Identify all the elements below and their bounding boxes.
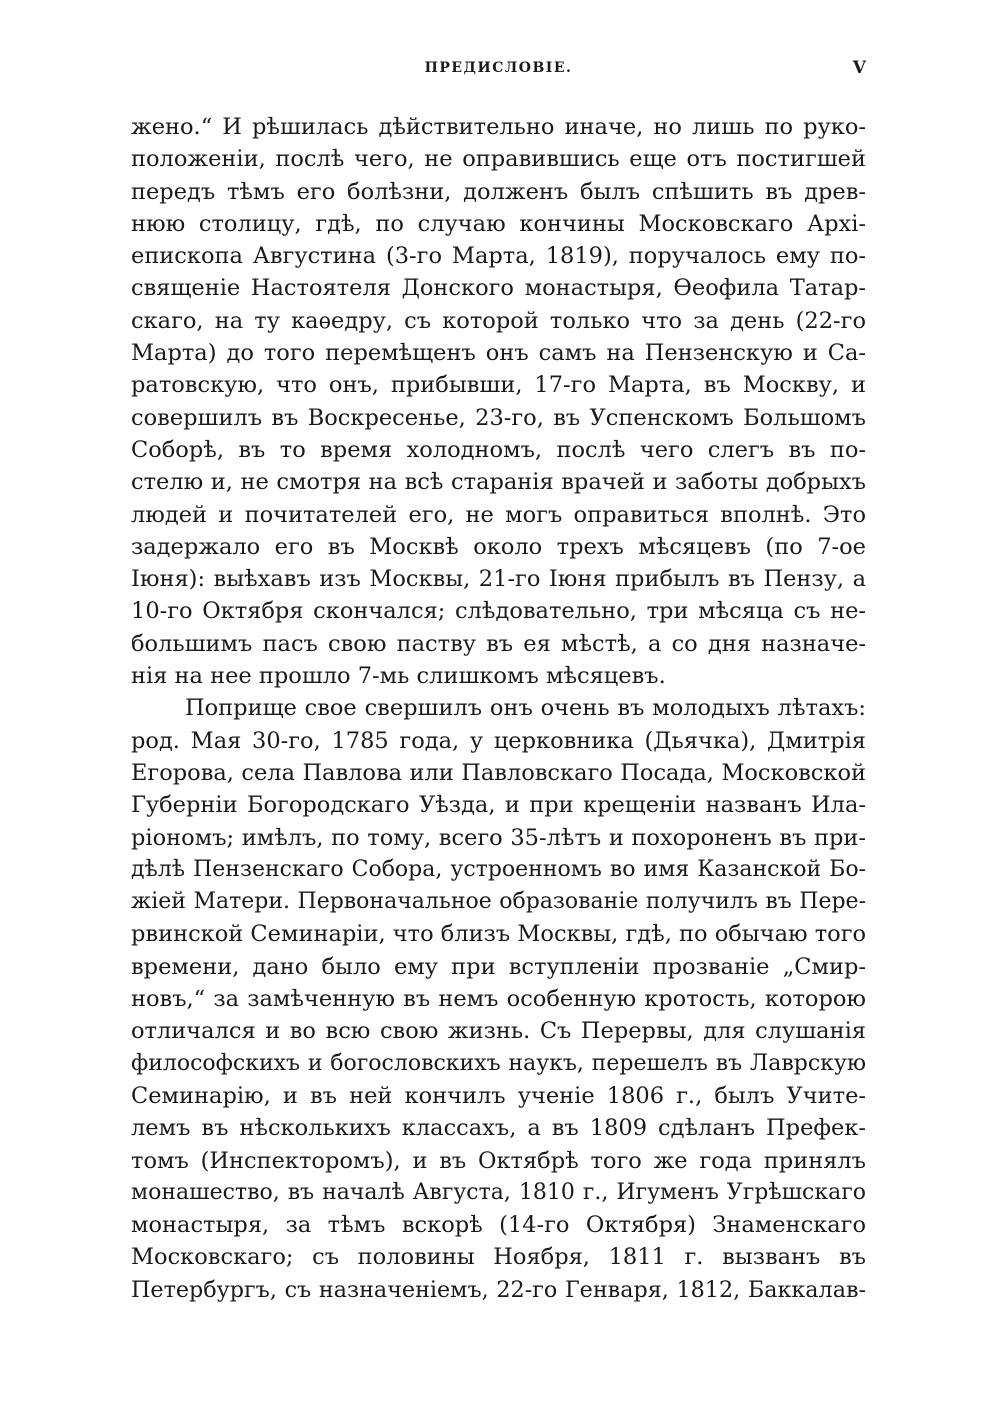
text-line: 10-го Октября скончался; слѣдовательно, три мѣсяца съ не- bbox=[131, 598, 866, 625]
text-line: большимъ пасъ свою паству въ ея мѣстѣ, а со дня назначе- bbox=[131, 630, 866, 657]
paragraph-end-line: нія на нее прошло 7-мь слишкомъ мѣсяцевъ. bbox=[131, 663, 666, 690]
text-line: жено.“ И рѣшилась дѣйствительно иначе, но лишь по руко- bbox=[131, 114, 866, 140]
text-line: скаго, на ту каѳедру, съ которой только что за день (22-го bbox=[131, 307, 866, 334]
text-line: стелю и, не смотря на всѣ старанія врачей и заботы добрыхъ bbox=[131, 469, 866, 496]
text-line: жіей Матери. Первоначальное образованіе получилъ въ Пере- bbox=[131, 889, 866, 915]
text-line: монашество, въ началѣ Августа, 1810 г., Игуменъ Угрѣшскаго bbox=[131, 1179, 866, 1205]
text-line: философскихъ и богословскихъ наукъ, перешелъ въ Лаврскую bbox=[131, 1050, 866, 1076]
text-line: дѣлѣ Пензенскаго Собора, устроенномъ во имя Казанской Бо- bbox=[131, 856, 866, 882]
paragraph-start-line: Поприще свое свершилъ онъ очень въ молодыхъ лѣтахъ: bbox=[185, 695, 866, 722]
text-line: положеніи, послѣ чего, не оправившись еще отъ постигшей bbox=[131, 146, 866, 173]
text-line: времени, дано было ему при вступленіи прозваніе „Смир- bbox=[131, 953, 866, 980]
text-line: род. Мая 30-го, 1785 года, у церковника (Дьячка), Дмитрія bbox=[131, 727, 866, 754]
page-number: V bbox=[852, 58, 866, 78]
text-line: Егорова, села Павлова или Павловскаго Посада, Московской bbox=[131, 759, 866, 786]
text-line: рвинской Семинаріи, что близъ Москвы, гдѣ, по обычаю того bbox=[131, 921, 866, 948]
text-line: новъ,“ за замѣченную въ немъ особенную кротость, которою bbox=[131, 986, 866, 1013]
text-line: монастыря, за тѣмъ вскорѣ (14-го Октября) Знаменскаго bbox=[131, 1212, 866, 1239]
text-line: епископа Августина (3-го Марта, 1819), поручалось ему по- bbox=[131, 243, 866, 270]
text-line: Петербургъ, съ назначеніемъ, 22-го Генваря, 1812, Баккалав- bbox=[131, 1276, 866, 1303]
text-line: Губерніи Богородскаго Уѣзда, и при крещеніи названъ Ила- bbox=[131, 792, 866, 819]
body-text bbox=[131, 111, 866, 1306]
text-line: Соборѣ, въ то время холодномъ, послѣ чего слегъ въ по- bbox=[131, 436, 866, 463]
text-line: ріономъ; имѣлъ, по тому, всего 35-лѣтъ и похороненъ въ при- bbox=[131, 824, 866, 851]
running-header bbox=[131, 60, 866, 84]
text-line: лемъ въ нѣсколькихъ классахъ, а въ 1809 сдѣланъ Префек- bbox=[131, 1115, 866, 1142]
text-line: Семинарію, и въ ней кончилъ ученіе 1806 г., былъ Учите- bbox=[131, 1082, 866, 1109]
text-line: Іюня): выѣхавъ изъ Москвы, 21-го Іюня прибылъ въ Пензу, а bbox=[131, 566, 866, 593]
text-line: нюю столицу, гдѣ, по случаю кончины Московскаго Архі- bbox=[131, 210, 866, 237]
text-line: совершилъ въ Воскресенье, 23-го, въ Успенскомъ Большомъ bbox=[131, 404, 866, 431]
text-line: священіе Настоятеля Донского монастыря, Ѳеофила Татар- bbox=[131, 275, 866, 302]
text-line: Марта) до того перемѣщенъ онъ самъ на Пензенскую и Са- bbox=[131, 340, 866, 367]
text-line: ратовскую, что онъ, прибывши, 17-го Марта, въ Москву, и bbox=[131, 372, 866, 399]
text-line: Московскаго; съ половины Ноября, 1811 г. вызванъ въ bbox=[131, 1244, 866, 1271]
text-line: задержало его въ Москвѣ около трехъ мѣсяцевъ (по 7-ое bbox=[131, 533, 866, 560]
text-line: передъ тѣмъ его болѣзни, долженъ былъ спѣшить въ древ- bbox=[131, 178, 866, 205]
running-title: ПРЕДИСЛОВІЕ. bbox=[424, 60, 573, 76]
text-line: томъ (Инспекторомъ), и въ Октябрѣ того же года принялъ bbox=[131, 1147, 866, 1174]
text-line: отличался и во всю свою жизнь. Съ Перервы, для слушанія bbox=[131, 1018, 866, 1045]
text-line: людей и почитателей его, не могъ оправиться вполнѣ. Это bbox=[131, 501, 866, 528]
